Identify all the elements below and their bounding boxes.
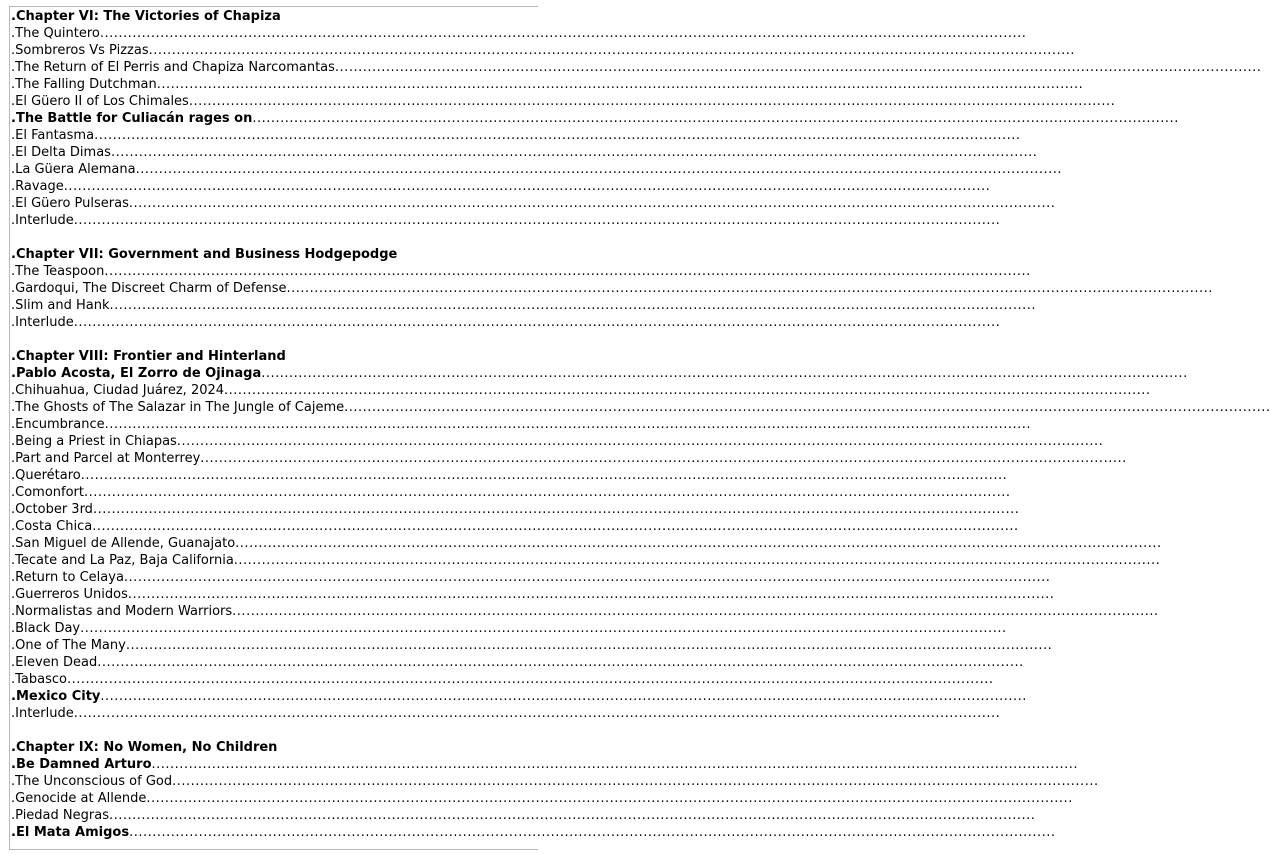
dot-leader: ........................................................................................................................................................................................................ bbox=[200, 451, 1127, 466]
toc-entry-title: Tecate and La Paz, Baja California bbox=[15, 553, 234, 568]
dot-leader: ........................................................................................................................................................................................................ bbox=[84, 485, 1011, 500]
leader-dot: . bbox=[11, 315, 16, 330]
dot-leader: ........................................................................................................................................................................................................ bbox=[94, 128, 1021, 143]
toc-entry-title: One of The Many bbox=[15, 638, 126, 653]
toc-entry-title: Comonfort bbox=[15, 485, 84, 500]
chapter-heading bbox=[11, 8, 551, 25]
leader-dot: . bbox=[11, 706, 16, 721]
dot-leader: ........................................................................................................................................................................................................ bbox=[80, 468, 1008, 483]
toc-entry-title: The Return of El Perris and Chapiza Narcomantas bbox=[15, 60, 335, 75]
toc-entry[interactable] bbox=[11, 263, 1031, 280]
toc-entry[interactable] bbox=[11, 603, 1159, 620]
dot-leader: ........................................................................................................................................................................................................ bbox=[334, 60, 1262, 75]
dot-leader: ........................................................................................................................................................................................................ bbox=[232, 604, 1159, 619]
dot-leader: ........................................................................................................................................................................................................ bbox=[188, 94, 1116, 109]
dot-leader: ........................................................................................................................................................................................................ bbox=[63, 179, 991, 194]
toc-entry[interactable] bbox=[11, 773, 1099, 790]
leader-dot: . bbox=[11, 349, 16, 364]
dot-leader: ........................................................................................................................................................................................................ bbox=[73, 213, 1001, 228]
toc-entry[interactable] bbox=[11, 76, 1084, 93]
leader-dot: . bbox=[11, 247, 16, 262]
leader-dot: . bbox=[11, 519, 16, 534]
dot-leader: ........................................................................................................................................................................................................ bbox=[80, 621, 1007, 636]
dot-leader: ........................................................................................................................................................................................................ bbox=[127, 587, 1055, 602]
leader-dot: . bbox=[11, 553, 16, 568]
table-of-contents bbox=[11, 8, 1271, 841]
toc-entry[interactable] bbox=[11, 42, 1076, 59]
leader-dot: . bbox=[11, 791, 16, 806]
chapter-title: Chapter VII: Government and Business Hodgepodge bbox=[15, 247, 398, 262]
toc-entry[interactable] bbox=[11, 144, 1038, 161]
leader-dot: . bbox=[11, 774, 16, 789]
dot-leader: ........................................................................................................................................................................................................ bbox=[125, 638, 1053, 653]
toc-entry-title: Be Damned Arturo bbox=[15, 757, 152, 772]
toc-entry-title: Piedad Negras bbox=[15, 808, 109, 823]
toc-entry-title: La Güera Alemana bbox=[15, 162, 136, 177]
leader-dot: . bbox=[11, 485, 16, 500]
dot-leader: ........................................................................................................................................................................................................ bbox=[73, 315, 1001, 330]
dot-leader: ........................................................................................................................................................................................................ bbox=[344, 400, 1271, 415]
toc-entry[interactable] bbox=[11, 314, 1001, 331]
chapter-title: Chapter IX: No Women, No Children bbox=[15, 740, 278, 755]
section-gap bbox=[11, 331, 551, 348]
toc-entry[interactable] bbox=[11, 178, 991, 195]
leader-dot: . bbox=[11, 264, 16, 279]
toc-entry[interactable] bbox=[11, 671, 994, 688]
leader-dot: . bbox=[11, 162, 16, 177]
leader-dot: . bbox=[11, 128, 16, 143]
toc-entry[interactable] bbox=[11, 756, 1078, 773]
dot-leader: ........................................................................................................................................................................................................ bbox=[235, 536, 1162, 551]
leader-dot: . bbox=[11, 825, 16, 840]
dot-leader: ........................................................................................................................................................................................................ bbox=[261, 366, 1188, 381]
leader-dot: . bbox=[11, 383, 16, 398]
leader-dot: . bbox=[11, 298, 16, 313]
dot-leader: ........................................................................................................................................................................................................ bbox=[252, 111, 1179, 126]
toc-entry-title: Being a Priest in Chiapas bbox=[15, 434, 177, 449]
leader-dot: . bbox=[11, 638, 16, 653]
dot-leader: ........................................................................................................................................................................................................ bbox=[128, 196, 1056, 211]
toc-entry-title: The Falling Dutchman bbox=[15, 77, 157, 92]
leader-dot: . bbox=[11, 740, 16, 755]
leader-dot: . bbox=[11, 604, 16, 619]
toc-entry[interactable] bbox=[11, 654, 1024, 671]
dot-leader: ........................................................................................................................................................................................................ bbox=[123, 570, 1051, 585]
leader-dot: . bbox=[11, 655, 16, 670]
toc-entry-title: Return to Celaya bbox=[15, 570, 124, 585]
toc-entry[interactable] bbox=[11, 212, 1001, 229]
leader-dot: . bbox=[11, 196, 16, 211]
chapter-title: Chapter VIII: Frontier and Hinterland bbox=[15, 349, 286, 364]
leader-dot: . bbox=[11, 366, 16, 381]
toc-entry[interactable] bbox=[11, 467, 1008, 484]
dot-leader: ........................................................................................................................................................................................................ bbox=[146, 791, 1073, 806]
toc-entry-title: Genocide at Allende bbox=[15, 791, 147, 806]
dot-leader: ........................................................................................................................................................................................................ bbox=[129, 825, 1056, 840]
leader-dot: . bbox=[11, 672, 16, 687]
toc-entry[interactable] bbox=[11, 110, 1179, 127]
toc-entry-title: Normalistas and Modern Warriors bbox=[15, 604, 233, 619]
toc-entry[interactable] bbox=[11, 807, 1036, 824]
toc-entry[interactable] bbox=[11, 569, 1051, 586]
toc-entry[interactable] bbox=[11, 127, 1021, 144]
chapter-heading bbox=[11, 739, 551, 756]
toc-entry-title: El Güero II of Los Chimales bbox=[15, 94, 189, 109]
leader-dot: . bbox=[11, 111, 16, 126]
leader-dot: . bbox=[11, 43, 16, 58]
leader-dot: . bbox=[11, 757, 16, 772]
dot-leader: ........................................................................................................................................................................................................ bbox=[151, 757, 1078, 772]
leader-dot: . bbox=[11, 400, 16, 415]
dot-leader: ........................................................................................................................................................................................................ bbox=[233, 553, 1161, 568]
toc-entry[interactable] bbox=[11, 195, 1056, 212]
dot-leader: ........................................................................................................................................................................................................ bbox=[135, 162, 1063, 177]
toc-entry[interactable] bbox=[11, 484, 1011, 501]
toc-entry[interactable] bbox=[11, 450, 1127, 467]
dot-leader: ........................................................................................................................................................................................................ bbox=[156, 77, 1084, 92]
toc-frame bbox=[9, 6, 1271, 850]
toc-entry-title: Guerreros Unidos bbox=[15, 587, 128, 602]
chapter-heading bbox=[11, 348, 551, 365]
leader-dot: . bbox=[11, 621, 16, 636]
dot-leader: ........................................................................................................................................................................................................ bbox=[67, 672, 994, 687]
toc-entry[interactable] bbox=[11, 705, 1001, 722]
toc-entry[interactable] bbox=[11, 297, 1036, 314]
leader-dot: . bbox=[11, 94, 16, 109]
toc-entry[interactable] bbox=[11, 535, 1162, 552]
toc-entry-title: The Unconscious of God bbox=[15, 774, 173, 789]
toc-entry[interactable] bbox=[11, 586, 1055, 603]
leader-dot: . bbox=[11, 434, 16, 449]
section-gap bbox=[11, 229, 551, 246]
toc-entry-title: Black Day bbox=[15, 621, 81, 636]
toc-entry-title: El Delta Dimas bbox=[15, 145, 111, 160]
dot-leader: ........................................................................................................................................................................................................ bbox=[100, 689, 1027, 704]
dot-leader: ........................................................................................................................................................................................................ bbox=[92, 519, 1019, 534]
dot-leader: ........................................................................................................................................................................................................ bbox=[148, 43, 1076, 58]
toc-entry[interactable] bbox=[11, 399, 1271, 416]
toc-entry-title: El Fantasma bbox=[15, 128, 95, 143]
toc-entry-title: San Miguel de Allende, Guanajato bbox=[15, 536, 236, 551]
toc-entry-title: El Güero Pulseras bbox=[15, 196, 129, 211]
toc-entry-title: Ravage bbox=[15, 179, 64, 194]
toc-entry[interactable] bbox=[11, 637, 1053, 654]
toc-entry-title: Part and Parcel at Monterrey bbox=[15, 451, 201, 466]
leader-dot: . bbox=[11, 281, 16, 296]
leader-dot: . bbox=[11, 9, 16, 24]
toc-entry[interactable] bbox=[11, 552, 1161, 569]
dot-leader: ........................................................................................................................................................................................................ bbox=[109, 298, 1036, 313]
leader-dot: . bbox=[11, 60, 16, 75]
dot-leader: ........................................................................................................................................................................................................ bbox=[97, 655, 1024, 670]
leader-dot: . bbox=[11, 417, 16, 432]
leader-dot: . bbox=[11, 570, 16, 585]
toc-entry[interactable] bbox=[11, 25, 1027, 42]
toc-entry[interactable] bbox=[11, 365, 1188, 382]
toc-entry-title: Sombreros Vs Pizzas bbox=[15, 43, 149, 58]
toc-entry-title: Interlude bbox=[15, 706, 74, 721]
leader-dot: . bbox=[11, 536, 16, 551]
toc-entry[interactable] bbox=[11, 161, 1063, 178]
toc-entry[interactable] bbox=[11, 382, 1151, 399]
toc-entry-title: The Teaspoon bbox=[15, 264, 105, 279]
leader-dot: . bbox=[11, 213, 16, 228]
toc-entry[interactable] bbox=[11, 790, 1073, 807]
toc-entry[interactable] bbox=[11, 824, 1056, 841]
dot-leader: ........................................................................................................................................................................................................ bbox=[224, 383, 1151, 398]
leader-dot: . bbox=[11, 179, 16, 194]
dot-leader: ........................................................................................................................................................................................................ bbox=[108, 808, 1036, 823]
leader-dot: . bbox=[11, 26, 16, 41]
toc-entry-title: Gardoqui, The Discreet Charm of Defense bbox=[15, 281, 287, 296]
dot-leader: ........................................................................................................................................................................................................ bbox=[172, 774, 1099, 789]
dot-leader: ........................................................................................................................................................................................................ bbox=[99, 26, 1027, 41]
toc-entry[interactable] bbox=[11, 518, 1019, 535]
toc-entry[interactable] bbox=[11, 59, 1262, 76]
leader-dot: . bbox=[11, 689, 16, 704]
leader-dot: . bbox=[11, 808, 16, 823]
dot-leader: ........................................................................................................................................................................................................ bbox=[92, 502, 1020, 517]
toc-entry[interactable] bbox=[11, 620, 1007, 637]
leader-dot: . bbox=[11, 145, 16, 160]
toc-entry-title: Interlude bbox=[15, 213, 74, 228]
dot-leader: ........................................................................................................................................................................................................ bbox=[73, 706, 1001, 721]
dot-leader: ........................................................................................................................................................................................................ bbox=[110, 145, 1038, 160]
toc-entry-title: Encumbrance bbox=[15, 417, 105, 432]
leader-dot: . bbox=[11, 468, 16, 483]
toc-entry-title: Mexico City bbox=[15, 689, 101, 704]
toc-entry-title: Interlude bbox=[15, 315, 74, 330]
leader-dot: . bbox=[11, 502, 16, 517]
toc-entry-title: Slim and Hank bbox=[15, 298, 110, 313]
toc-entry-title: Querétaro bbox=[15, 468, 81, 483]
toc-entry-title: Eleven Dead bbox=[15, 655, 98, 670]
toc-entry-title: The Quintero bbox=[15, 26, 100, 41]
dot-leader: ........................................................................................................................................................................................................ bbox=[286, 281, 1213, 296]
chapter-title: Chapter VI: The Victories of Chapiza bbox=[15, 9, 281, 24]
dot-leader: ........................................................................................................................................................................................................ bbox=[176, 434, 1104, 449]
toc-entry-title: Tabasco bbox=[15, 672, 67, 687]
section-gap bbox=[11, 722, 551, 739]
toc-entry-title: The Battle for Culiacán rages on bbox=[15, 111, 253, 126]
toc-entry-title: October 3rd bbox=[15, 502, 93, 517]
dot-leader: ........................................................................................................................................................................................................ bbox=[104, 264, 1031, 279]
toc-entry[interactable] bbox=[11, 501, 1020, 518]
chapter-heading bbox=[11, 246, 551, 263]
leader-dot: . bbox=[11, 77, 16, 92]
toc-entry[interactable] bbox=[11, 280, 1213, 297]
toc-entry[interactable] bbox=[11, 416, 1032, 433]
leader-dot: . bbox=[11, 451, 16, 466]
toc-entry[interactable] bbox=[11, 433, 1104, 450]
toc-entry-title: The Ghosts of The Salazar in The Jungle of Cajeme bbox=[15, 400, 345, 415]
toc-entry[interactable] bbox=[11, 93, 1116, 110]
toc-entry[interactable] bbox=[11, 688, 1027, 705]
toc-entry-title: Chihuahua, Ciudad Juárez, 2024 bbox=[15, 383, 225, 398]
leader-dot: . bbox=[11, 587, 16, 602]
dot-leader: ........................................................................................................................................................................................................ bbox=[104, 417, 1032, 432]
toc-entry-title: Costa Chica bbox=[15, 519, 93, 534]
toc-entry-title: El Mata Amigos bbox=[15, 825, 130, 840]
toc-entry-title: Pablo Acosta, El Zorro de Ojinaga bbox=[15, 366, 262, 381]
